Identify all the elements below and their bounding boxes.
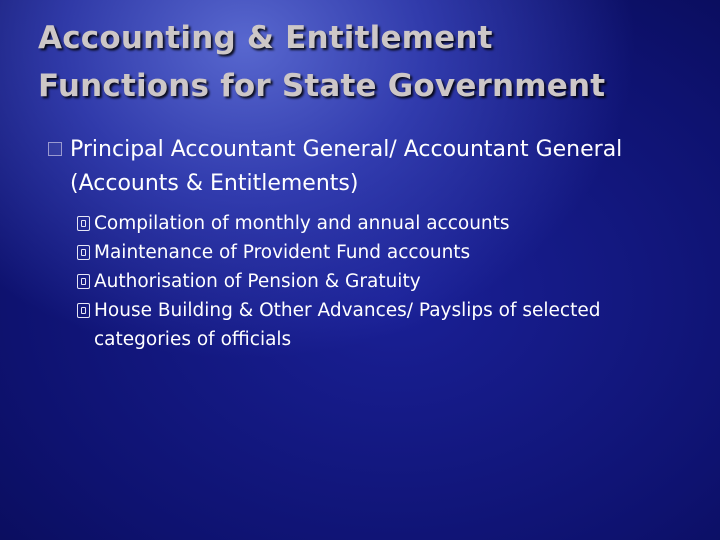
slide-title — [38, 14, 688, 110]
sub-bullet-item — [77, 209, 697, 238]
sub-bullet-text: Maintenance of Provident Fund accounts — [94, 242, 471, 263]
missing-glyph-bullet-icon — [77, 245, 90, 260]
square-bullet-icon — [48, 142, 62, 156]
sub-bullet-item — [77, 238, 697, 267]
missing-glyph-bullet-icon — [77, 274, 90, 289]
main-bullet-item — [48, 133, 688, 201]
slide-title-line-1: Accounting & Entitlement — [38, 20, 493, 56]
sub-bullet-item — [77, 267, 697, 296]
sub-bullet-item — [77, 296, 684, 354]
missing-glyph-bullet-icon — [77, 303, 90, 318]
sub-bullet-text: Compilation of monthly and annual accounts — [94, 213, 510, 234]
sub-bullet-text: House Building & Other Advances/ Payslips of selected categories of officials — [94, 300, 601, 350]
slide-title-line-2: Functions for State Government — [38, 68, 606, 104]
sub-bullet-text: Authorisation of Pension & Gratuity — [94, 271, 421, 292]
main-bullet-text: Principal Accountant General/ Accountant General (Accounts & Entitlements) — [70, 137, 623, 196]
missing-glyph-bullet-icon — [77, 216, 90, 231]
sub-bullet-list — [77, 209, 697, 354]
